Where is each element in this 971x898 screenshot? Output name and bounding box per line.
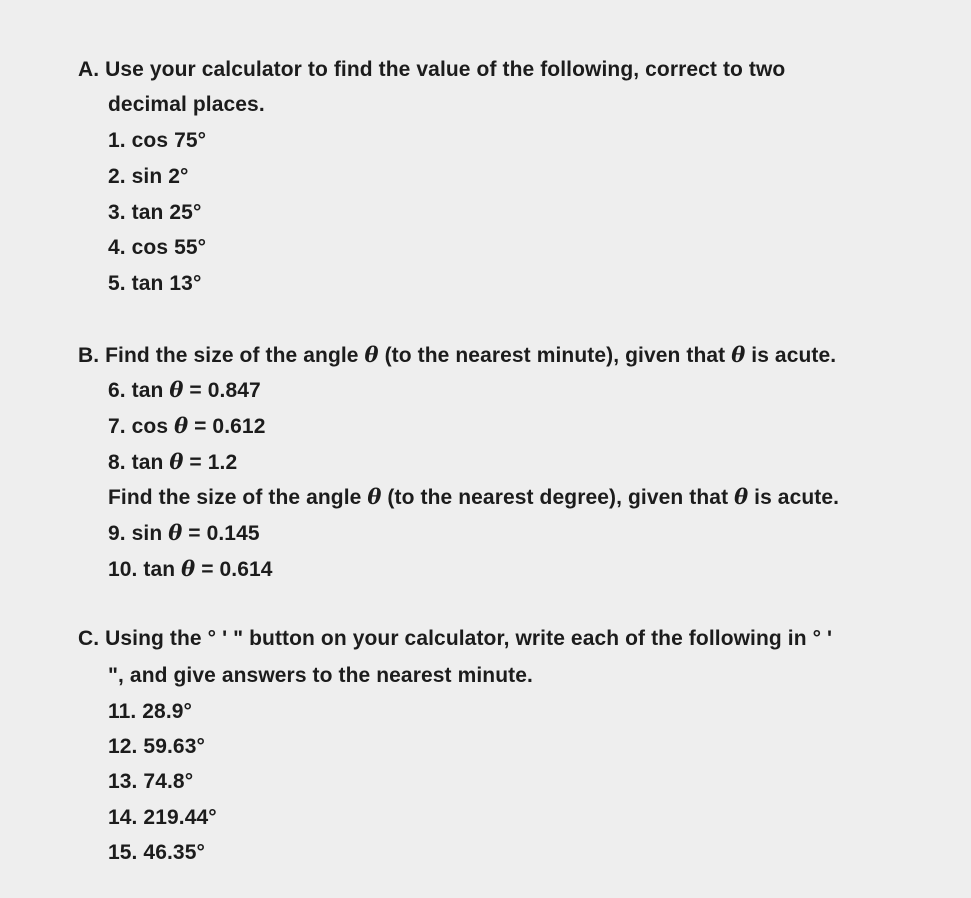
section-b-heading-part1: B. Find the size of the angle [78, 344, 365, 367]
question-9 [108, 520, 260, 547]
theta-symbol: θ [169, 377, 184, 402]
section-b-heading [78, 342, 836, 369]
theta-symbol: θ [181, 556, 196, 581]
question-7 [108, 413, 265, 440]
question-7-suffix: = 0.612 [188, 415, 266, 438]
theta-symbol: θ [169, 449, 184, 474]
section-b-subheading-part1: Find the size of the angle [108, 486, 368, 509]
section-b-subheading-part3: is acute. [748, 486, 840, 509]
section-a-heading: A. Use your calculator to find the value of the following, correct to two [78, 58, 786, 81]
question-7-prefix: 7. cos [108, 415, 175, 438]
question-9-prefix: 9. sin [108, 522, 169, 545]
section-b-subheading [108, 484, 839, 511]
question-6 [108, 377, 261, 404]
section-c-heading-cont: ", and give answers to the nearest minute. [108, 664, 533, 687]
theta-symbol: θ [731, 342, 746, 367]
question-11: 11. 28.9° [108, 700, 193, 723]
question-4: 4. cos 55° [108, 236, 207, 259]
question-14: 14. 219.44° [108, 806, 217, 829]
section-b-heading-part2: (to the nearest minute), given that [378, 344, 732, 367]
question-15: 15. 46.35° [108, 841, 205, 864]
question-8 [108, 449, 237, 476]
section-c-heading: C. Using the ° ' " button on your calculator, write each of the following in ° ' [78, 627, 833, 650]
question-2: 2. sin 2° [108, 165, 189, 188]
question-10-suffix: = 0.614 [195, 558, 273, 581]
section-b-heading-part3: is acute. [745, 344, 837, 367]
question-10 [108, 556, 273, 583]
theta-symbol: θ [174, 413, 189, 438]
question-8-prefix: 8. tan [108, 451, 170, 474]
question-10-prefix: 10. tan [108, 558, 182, 581]
question-6-prefix: 6. tan [108, 379, 170, 402]
section-b-subheading-part2: (to the nearest degree), given that [381, 486, 735, 509]
question-12: 12. 59.63° [108, 735, 205, 758]
question-5: 5. tan 13° [108, 272, 202, 295]
section-a-heading-cont: decimal places. [108, 93, 265, 116]
theta-symbol: θ [734, 484, 749, 509]
question-8-suffix: = 1.2 [183, 451, 238, 474]
question-9-suffix: = 0.145 [182, 522, 260, 545]
theta-symbol: θ [364, 342, 379, 367]
theta-symbol: θ [168, 520, 183, 545]
theta-symbol: θ [367, 484, 382, 509]
question-1: 1. cos 75° [108, 129, 207, 152]
question-13: 13. 74.8° [108, 770, 194, 793]
question-3: 3. tan 25° [108, 201, 202, 224]
question-6-suffix: = 0.847 [183, 379, 261, 402]
